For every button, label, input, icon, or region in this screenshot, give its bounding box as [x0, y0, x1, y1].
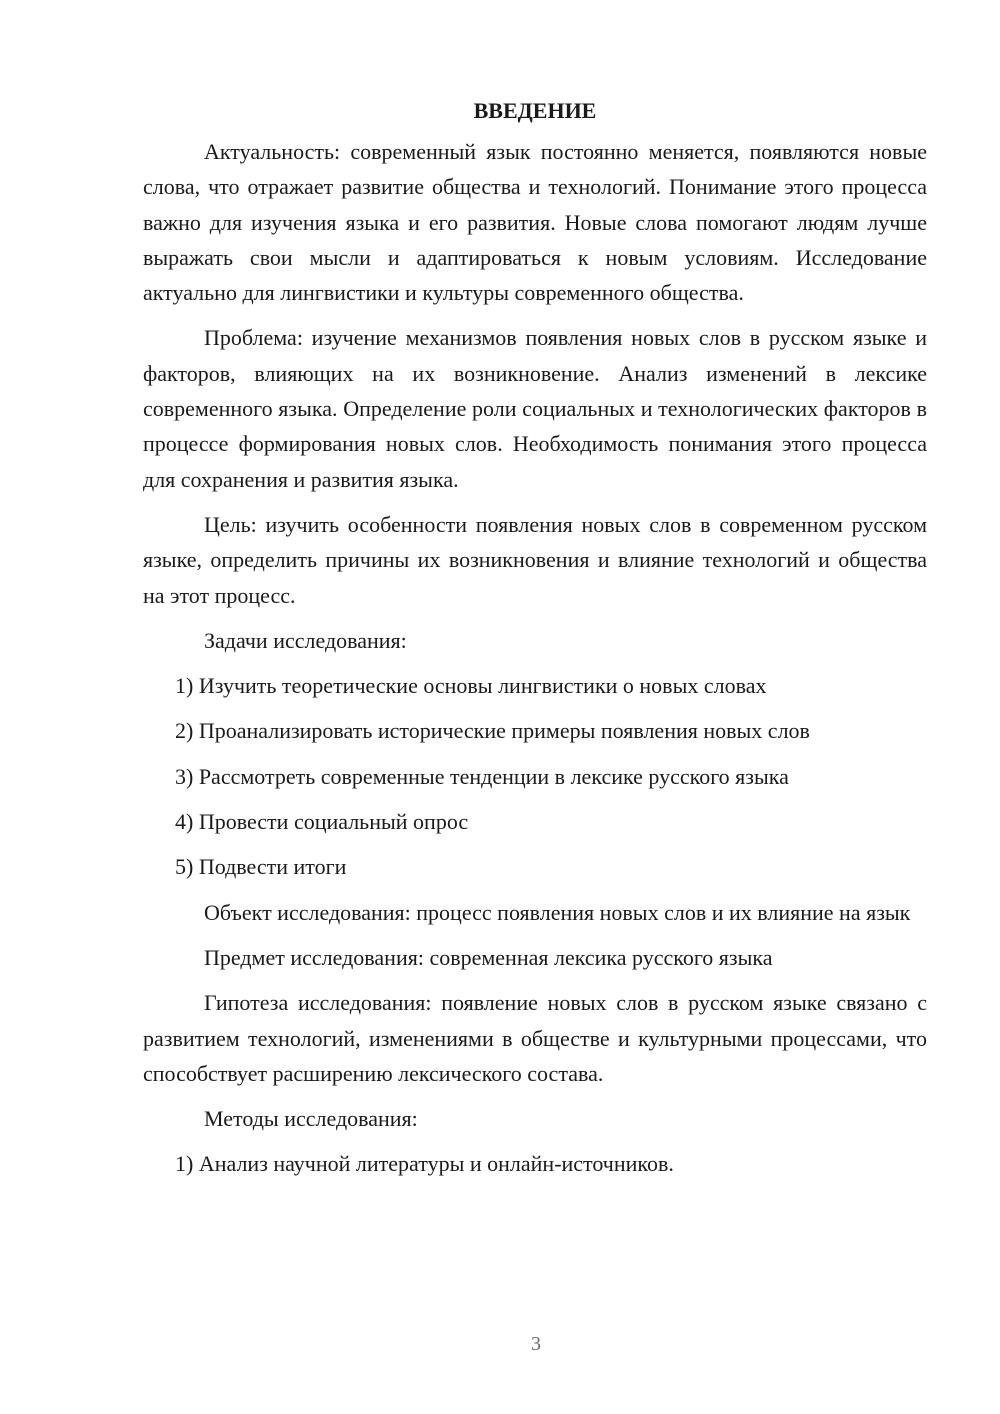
task-item: 5) Подвести итоги — [175, 854, 347, 880]
subject-paragraph: Предмет исследования: современная лексика русского языка — [204, 944, 773, 970]
task-item: 4) Провести социальный опрос — [175, 809, 469, 835]
goal-paragraph: Цель: изучить особенности появления новых слов в современном русском языке, определить причины их возникновения и влияние технологий и общества на этот процесс. — [143, 511, 927, 608]
hypothesis-paragraph: Гипотеза исследования: появление новых слов в русском языке связано с развитием технологий, изменениями в обществе и культурными процессами, что способствует расширению лексического состава. — [143, 990, 927, 1086]
page-number: 3 — [531, 1333, 541, 1355]
problem-paragraph: Проблема: изучение механизмов появления новых слов в русском языке и факторов, влияющих на их возникновение. Анализ изменений в лексике современного языка. Определение роли социальных и технологических факторов в процессе формирования новых слов. Необходимость понимания этого процесса для сохранения и развития языка. — [143, 325, 927, 492]
section-title: ВВЕДЕНИЕ — [473, 98, 597, 123]
method-item: 1) Анализ научной литературы и онлайн-источников. — [175, 1151, 674, 1177]
object-paragraph: Объект исследования: процесс появления новых слов и их влияние на язык — [204, 899, 911, 925]
document-body — [143, 93, 927, 1192]
methods-heading: Методы исследования: — [204, 1106, 418, 1132]
tasks-heading: Задачи исследования: — [204, 627, 407, 653]
task-item: 3) Рассмотреть современные тенденции в лексике русского языка — [175, 763, 789, 789]
relevance-paragraph: Актуальность: современный язык постоянно меняется, появляются новые слова, что отражает развитие общества и технологий. Понимание этого процесса важно для изучения языка и его развития. Новые слова помогают людям лучше выражать свои мысли и адаптироваться к новым условиям. Исследование актуально для лингвистики и культуры современного общества. — [143, 139, 927, 306]
task-item: 1) Изучить теоретические основы лингвистики о новых словах — [175, 673, 767, 699]
task-item: 2) Проанализировать исторические примеры появления новых слов — [175, 718, 810, 744]
